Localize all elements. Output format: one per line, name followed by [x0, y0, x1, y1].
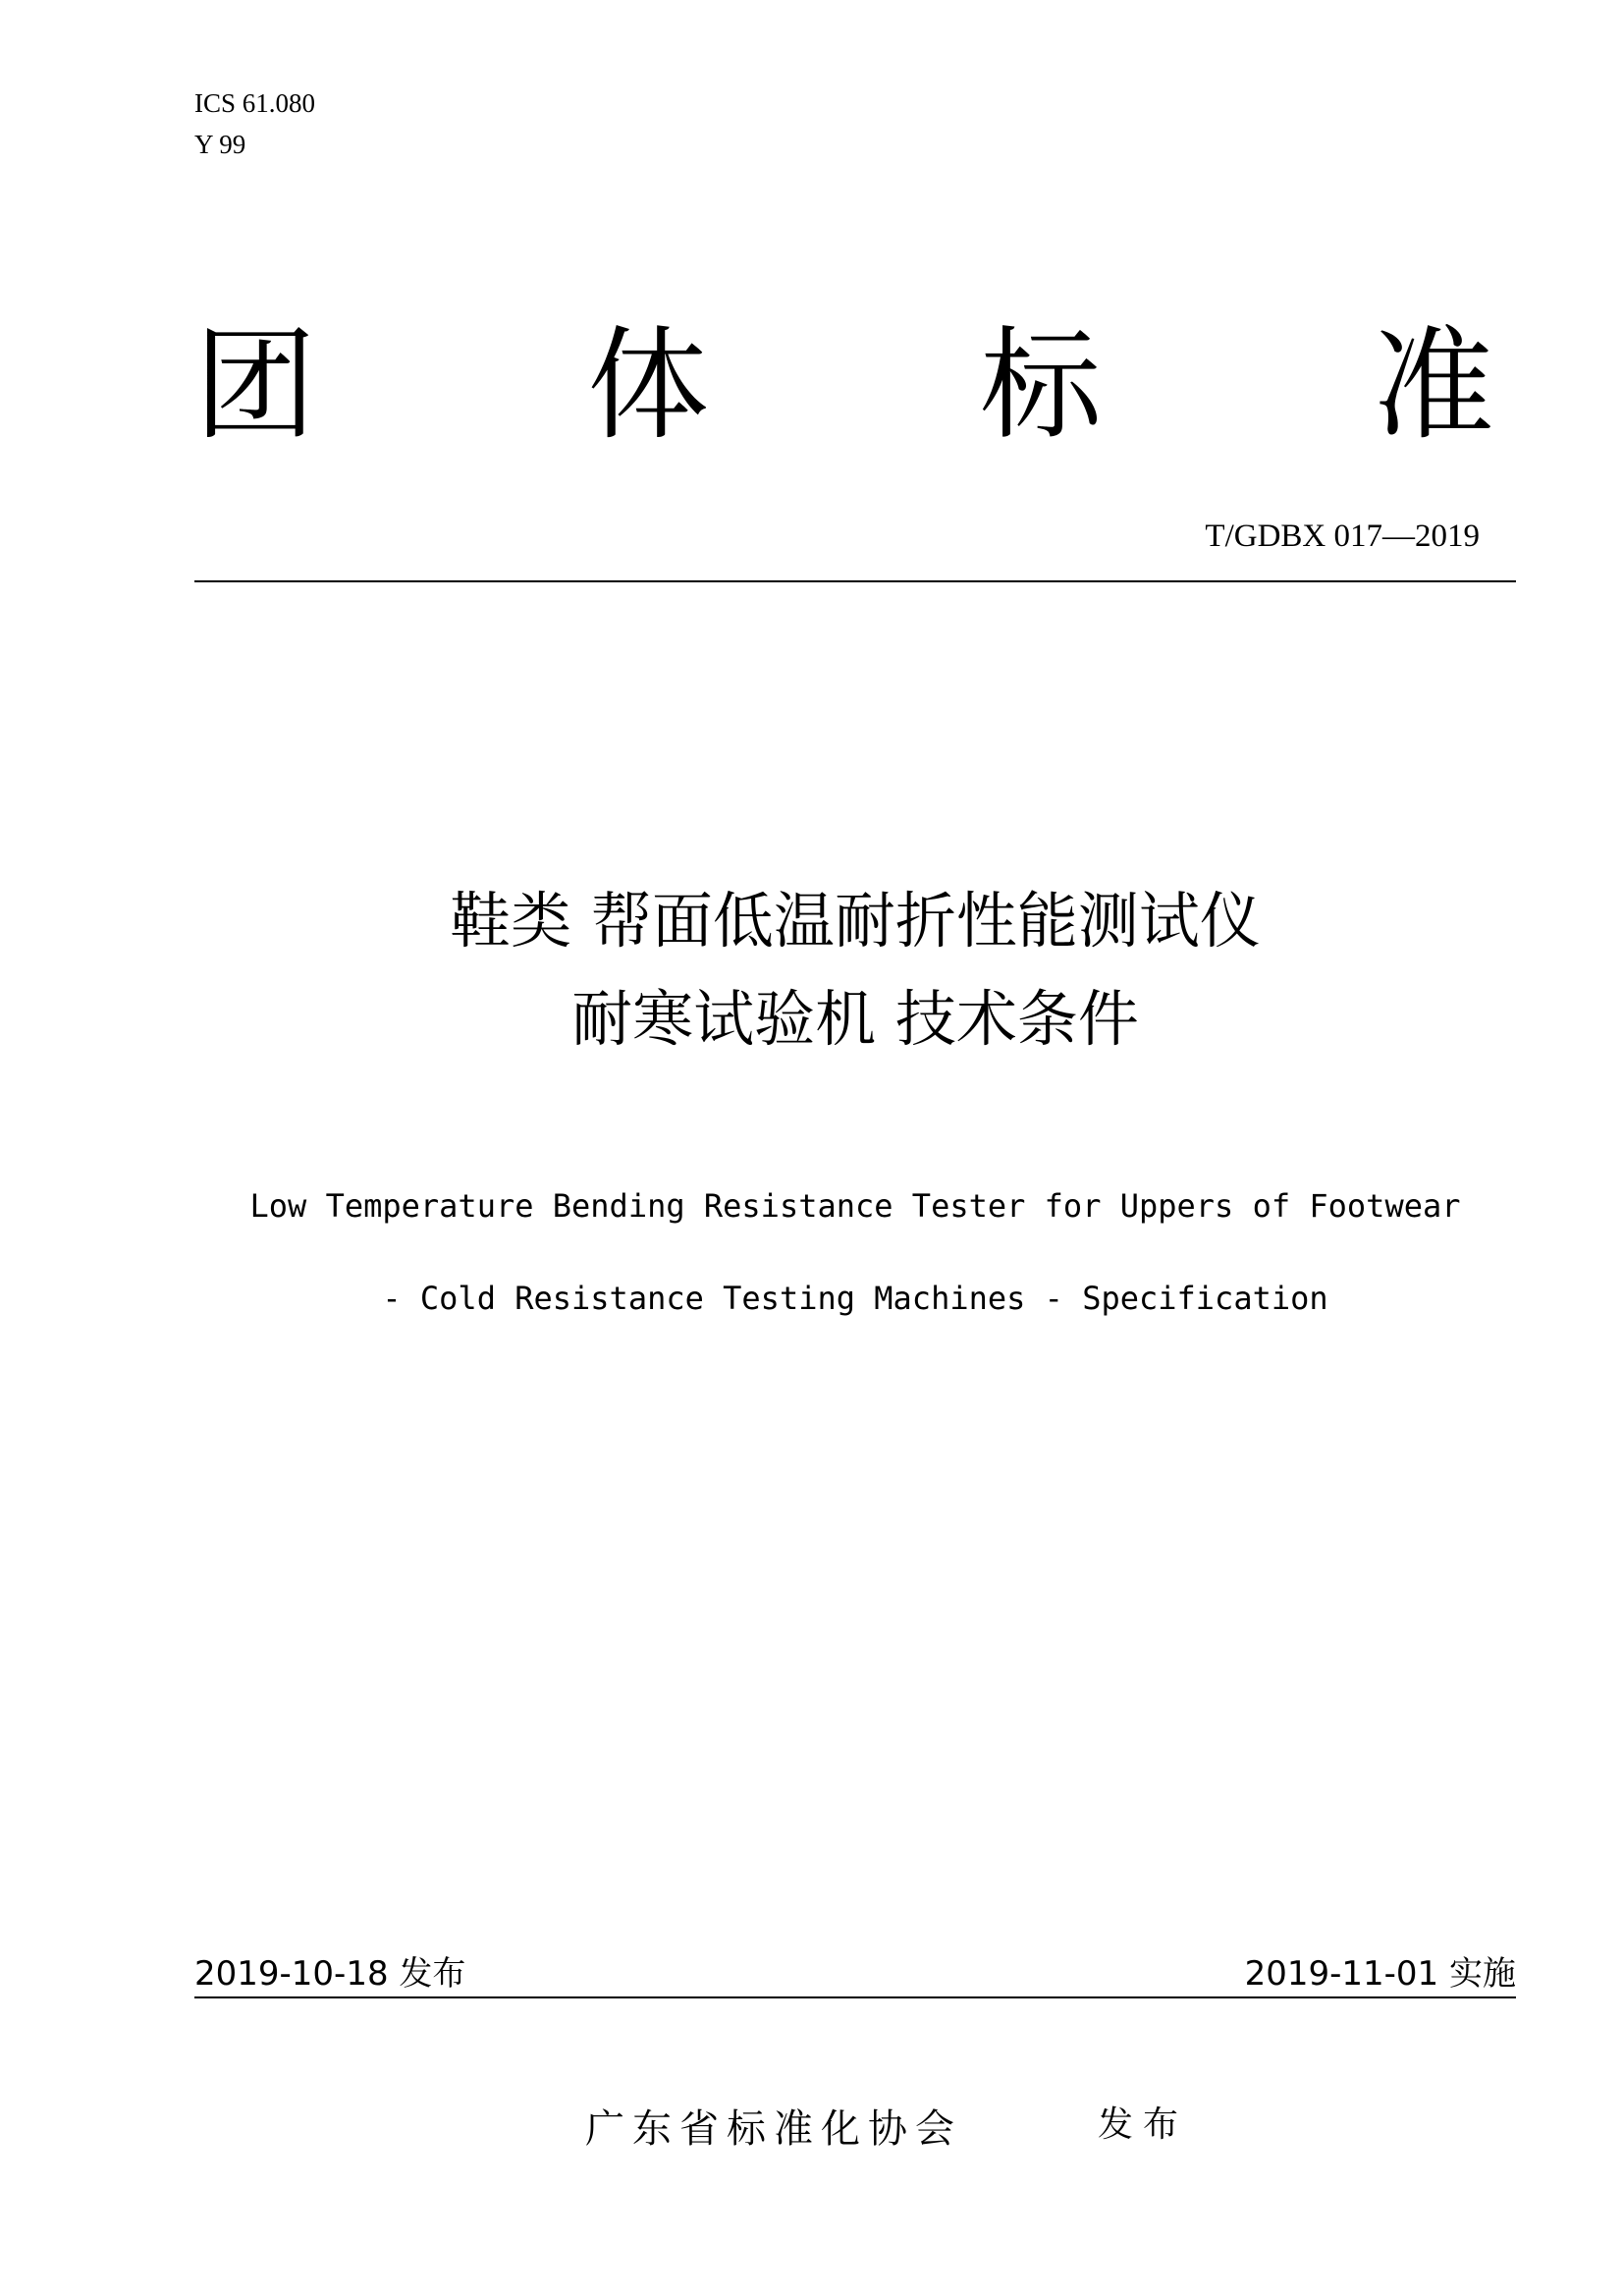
standard-type-char: 标 — [980, 315, 1103, 457]
ics-code: ICS 61.080 — [194, 88, 316, 118]
standard-type-heading — [194, 312, 1500, 460]
standard-type-char: 团 — [194, 315, 317, 457]
standard-type-char: 体 — [587, 315, 710, 457]
english-title-line-2: - Cold Resistance Testing Machines - Specification — [382, 1280, 1328, 1317]
implementation-date: 2019-11-01 实施 — [1244, 1954, 1516, 1994]
footer-divider — [194, 1996, 1516, 1998]
ccs-code: Y 99 — [194, 130, 246, 159]
chinese-title-line-1: 鞋类 帮面低温耐折性能测试仪 — [450, 885, 1261, 957]
publisher-action: 发布 — [1098, 2105, 1189, 2145]
standard-type-char: 准 — [1373, 315, 1495, 457]
english-title-line-1: Low Temperature Bending Resistance Tester for Uppers of Footwear — [249, 1187, 1461, 1225]
header-divider — [194, 580, 1516, 582]
standard-number: T/GDBX 017—2019 — [1205, 519, 1480, 554]
classification-codes — [194, 82, 315, 165]
issue-date: 2019-10-18 发布 — [194, 1954, 466, 1994]
publisher-name: 广东省标准化协会 — [585, 2106, 962, 2152]
chinese-title-line-2: 耐寒试验机 技术条件 — [571, 983, 1139, 1055]
